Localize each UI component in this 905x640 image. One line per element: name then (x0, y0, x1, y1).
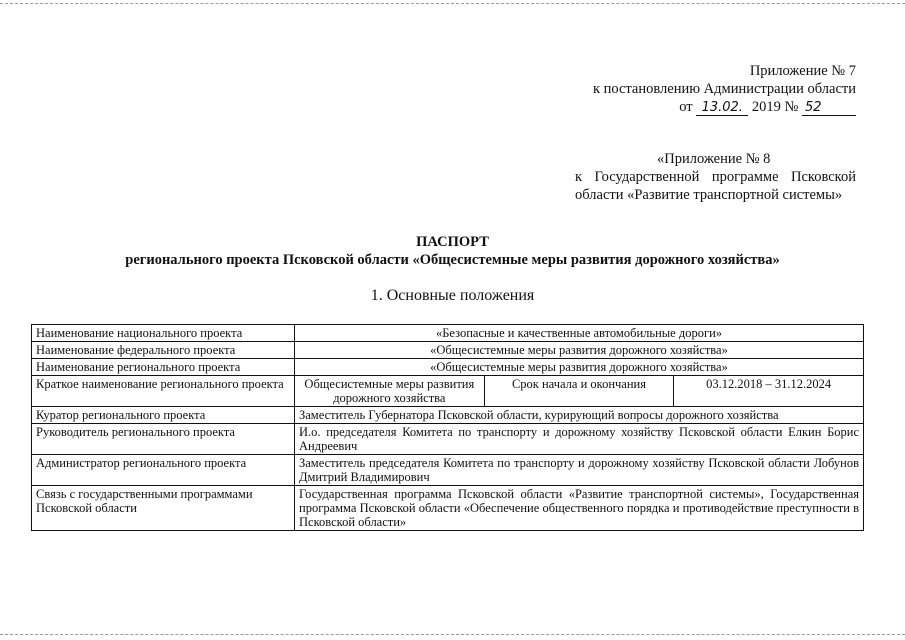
row-value: Заместитель председателя Комитета по транспорту и дорожному хозяйству Псковской области Лобунов Дмитрий Владимирович (295, 455, 864, 486)
annex-7-reference: к постановлению Администрации области (592, 81, 856, 97)
short-name-value: Общесистемные меры развития дорожного хозяйства (295, 376, 485, 407)
scan-edge-top (0, 3, 905, 4)
table-row-short-name (32, 376, 864, 407)
row-label: Наименование федерального проекта (32, 342, 295, 359)
table-row (32, 342, 864, 359)
annex-8-title: «Приложение № 8 (657, 151, 771, 167)
annex-7-date-line (540, 98, 856, 116)
row-value: Заместитель Губернатора Псковской области, курирующий вопросы дорожного хозяйства (295, 407, 864, 424)
period-value: 03.12.2018 – 31.12.2024 (674, 376, 864, 407)
table-row (32, 359, 864, 376)
row-value: «Общесистемные меры развития дорожного хозяйства» (295, 359, 864, 376)
row-label: Краткое наименование регионального проекта (32, 376, 295, 407)
row-value: Государственная программа Псковской области «Развитие транспортной системы», Государственная программа Псковской области «Обеспечение общественного порядка и противодействие преступности в Псковской области» (295, 486, 864, 531)
row-value: И.о. председателя Комитета по транспорту и дорожному хозяйству Псковской области Елкин Борис Андреевич (295, 424, 864, 455)
handwritten-number: 52 (802, 101, 856, 116)
row-label: Куратор регионального проекта (32, 407, 295, 424)
date-prefix: от (679, 99, 693, 115)
annex-7-header (540, 62, 856, 116)
row-label: Администратор регионального проекта (32, 455, 295, 486)
row-label: Связь с государственными программами Псковской области (32, 486, 295, 531)
scan-edge-bottom (0, 634, 905, 635)
section-title: 1. Основные положения (370, 287, 535, 304)
table-row (32, 325, 864, 342)
passport-table (31, 324, 864, 531)
annex-8-reference: к Государственной программе Псковской (575, 169, 856, 185)
row-label: Наименование национального проекта (32, 325, 295, 342)
table-row-curator (32, 407, 864, 424)
table-row-admin (32, 455, 864, 486)
table-row-head (32, 424, 864, 455)
period-label: Срок начала и окончания (484, 376, 674, 407)
row-label: Руководитель регионального проекта (32, 424, 295, 455)
annex-8-program: области «Развитие транспортной системы» (575, 187, 843, 203)
document-subtitle: регионального проекта Псковской области «Общесистемные меры развития дорожного хозяйства» (125, 252, 780, 268)
table-row-programs (32, 486, 864, 531)
annex-7-title: Приложение № 7 (749, 63, 856, 79)
row-value: «Безопасные и качественные автомобильные дороги» (295, 325, 864, 342)
document-title: ПАСПОРТ (416, 234, 489, 250)
year-label: 2019 № (751, 99, 799, 115)
row-label: Наименование регионального проекта (32, 359, 295, 376)
annex-8-header (575, 150, 856, 204)
handwritten-date: 13.02. (696, 101, 748, 116)
row-value: «Общесистемные меры развития дорожного хозяйства» (295, 342, 864, 359)
